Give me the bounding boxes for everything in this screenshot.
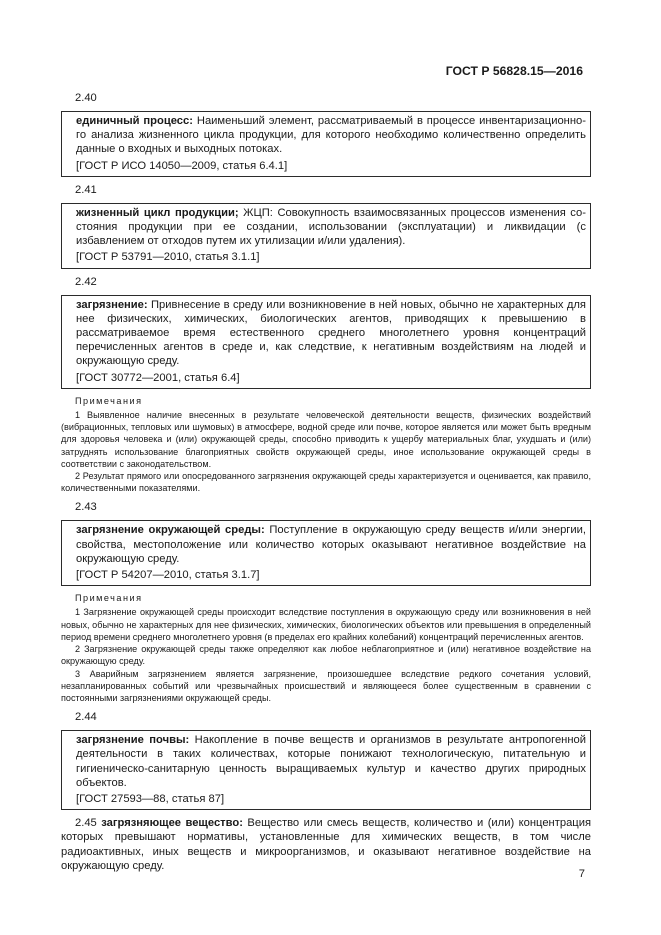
- definition-text: Привнесение в среду или возникновение в ней новых, обычно не характерных для нее физических, химических, биологических агентов, приводящих к превышению в рассматриваемое время естественного среднего многолетнего уровня концентраций перечисленных агентов в среде и, как следствие, к негативным воздействиям на людей и окружающую среду.: [76, 298, 586, 368]
- section-number: 2.43: [75, 501, 97, 514]
- term-box: [61, 203, 591, 269]
- term-name: загрязнение почвы:: [76, 734, 190, 747]
- term-name: загрязняющее вещество:: [101, 817, 243, 830]
- document-header: ГОСТ Р 56828.15—2016: [445, 64, 583, 78]
- note-item: 3 Аварийным загрязнением является загрязнение, произошедшее вследствие редкого сочетания условий, незапланированных событий или чрезвычайных происшествий и являющееся более существенным в сравнении с постоянными загрязнениями окружающей среды.: [61, 668, 591, 703]
- page-content: [61, 91, 591, 873]
- source-reference: [ГОСТ Р 53791—2010, статья 3.1.1]: [76, 251, 260, 264]
- definition-text: ЖЦП: Совокупность взаимосвязанных процессов изменения состояния продукции при ее создании, использовании (эксплуатации) и ликвидации (с избавлением от отходов путем их утилизации и/или удаления).: [76, 206, 586, 248]
- notes-title: Примечания: [75, 593, 143, 604]
- term-box: [61, 111, 591, 177]
- term-name: загрязнение:: [76, 298, 148, 311]
- term-box: [61, 295, 591, 389]
- note-item: 2 Загрязнение окружающей среды также определяют как любое неблагоприятное и (или) негативное воздействие на окружающую среду.: [61, 644, 591, 667]
- term-name: единичный процесс:: [76, 115, 193, 127]
- notes-block: [61, 395, 591, 495]
- definition-text: Вещество или смесь веществ, количество и (или) концентрация которых превышают нормативы, установленные для химических веществ, в том числе радиоактивных, иных веществ и микроорганизмов, и оказывают негативное воздействие на окружающую среду.: [61, 817, 592, 872]
- note-item: 1 Выявленное наличие внесенных в результате человеческой деятельности веществ, физических воздействий (вибрационных, тепловых или шумовых) в атмосфере, водной среде или почве, которое является или может быть вредным для здоровья человека и (или) окружающей среды, способно приводить к ущербу материальных благ, ухудшать и (или) затруднять использование благоприятных свойств окружающей среды, иное использование окружающей среды в соответствии с законодательством.: [61, 410, 591, 469]
- notes-title: Примечания: [75, 395, 143, 406]
- term-name: жизненный цикл продукции;: [76, 206, 239, 219]
- notes-block: [61, 592, 591, 704]
- section-number: 2.40: [75, 92, 97, 104]
- term-box: [61, 730, 591, 810]
- section-number: 2.42: [75, 275, 97, 288]
- note-item: 2 Результат прямого или опосредованного загрязнения окружающей среды характеризуется и оценивается, как правило, количественными показателями.: [61, 471, 591, 494]
- source-reference: [ГОСТ 27593—88, статья 87]: [76, 792, 225, 805]
- source-reference: [ГОСТ Р ИСО 14050—2009, статья 6.4.1]: [76, 159, 288, 172]
- term-box: [61, 520, 591, 586]
- section-number: 2.45: [75, 817, 97, 830]
- term-definition: [76, 114, 586, 157]
- source-reference: [ГОСТ 30772—2001, статья 6.4]: [76, 371, 240, 384]
- source-reference: [ГОСТ Р 54207—2010, статья 3.1.7]: [76, 569, 260, 582]
- definition-text: Поступление в окружающую среду веществ и/или энергии, свойства, местоположение или количество которых оказывают негативное воздействие на окружающую среду.: [76, 524, 586, 565]
- term-definition: [76, 733, 586, 790]
- term-name: загрязнение окружающей среды:: [76, 524, 265, 537]
- section-number: 2.41: [75, 183, 97, 196]
- term-paragraph: [61, 816, 591, 873]
- section-number: 2.44: [75, 711, 97, 724]
- note-item: 1 Загрязнение окружающей среды происходит вследствие поступления в окружающую среду или возникновения в ней новых, обычно не характерных для нее физических, химических, биологических объектов или превышения в определенный период времени среднего многолетнего уровня (в пределах его крайних колебаний) концентраций перечисленных агентов.: [61, 607, 591, 642]
- term-definition: [76, 298, 586, 369]
- page-number: 7: [578, 868, 585, 880]
- definition-text: Накопление в почве веществ и организмов в результате антропогенной деятельности в таких количествах, которые понижают технологическую, питательную и гигиеническо-санитарную ценность выращиваемых культур и качество других природных объектов.: [76, 734, 586, 789]
- definition-text: Наименьший элемент, рассматриваемый в процессе инвентаризационного анализа жизненного цикла продукции, для которого необходимо количественно определить данные о входных и выходных потоках.: [76, 115, 586, 156]
- term-definition: [76, 206, 586, 249]
- term-definition: [76, 523, 586, 566]
